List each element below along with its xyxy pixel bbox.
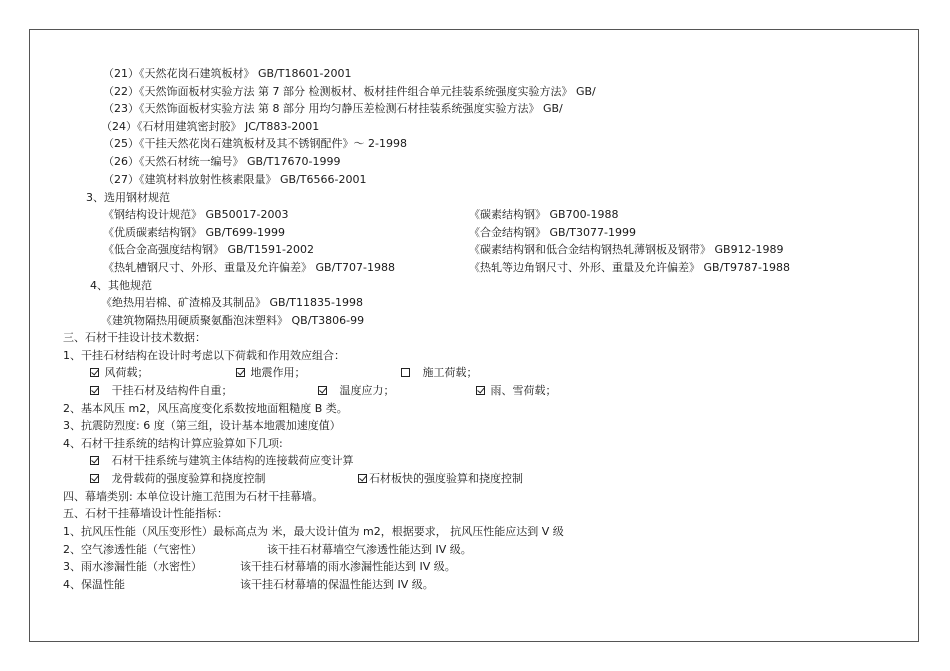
steel-standard-1-left: 《钢结构设计规范》 GB50017-2003 [103,208,289,221]
checkbox-checked-icon [358,474,367,483]
checkbox-checked-icon [476,386,485,395]
checkbox-checked-icon [236,368,245,377]
checkbox-empty-icon [401,368,410,377]
standard-item-23: （23）《天然饰面板材实验方法 第 8 部分 用均匀静压差检测石材挂装系统强度实验方法》 GB/ [103,102,563,115]
section-4-curtain-wall-category: 四、幕墙类别: 本单位设计施工范围为石材干挂幕墙。 [63,490,324,503]
performance-thermal-value: 该干挂石材幕墙的保温性能达到 IV 级。 [240,578,434,591]
section-other-standards-heading: 4、其他规范 [90,279,152,292]
steel-standard-2-left: 《优质碳素结构钢》 GB/T699-1999 [103,226,285,239]
checkbox-checked-icon [90,474,99,483]
checkbox-checked-icon [318,386,327,395]
load-combination-intro: 1、干挂石材结构在设计时考虑以下荷载和作用效应组合： [63,349,345,362]
standard-item-27: （27）《建筑材料放射性核素限量》 GB/T6566-2001 [103,173,367,186]
standard-item-21: （21）《天然花岗石建筑板材》 GB/T18601-2001 [103,67,352,80]
load-self-weight: 干挂石材及结构件自重； [90,384,233,398]
performance-air-label: 2、空气渗透性能（气密性） [63,543,202,556]
load-construction: 施工荷载； [401,366,478,380]
load-temperature: 温度应力； [318,384,395,398]
steel-standard-1-right: 《碳素结构钢》 GB700-1988 [469,208,619,221]
standard-item-26: （26）《天然石材统一编号》 GB/T17670-1999 [103,155,341,168]
section-3-heading: 三、石材干挂设计技术数据： [63,331,206,344]
section-5-heading: 五、石材干挂幕墙设计性能指标： [63,507,228,520]
performance-water-value: 该干挂石材幕墙的雨水渗漏性能达到 IV 级。 [240,560,456,573]
load-rain-snow: 雨、雪荷载； [476,384,557,398]
load-wind: 风荷载； [90,366,149,380]
steel-standard-3-left: 《低合金高强度结构钢》 GB/T1591-2002 [103,243,314,256]
standard-item-25: （25）《干挂天然花岗石建筑板材及其不锈钢配件》～ 2-1998 [103,137,407,150]
other-standard-2: 《建筑物隔热用硬质聚氨酯泡沫塑料》 QB/T3806-99 [101,314,365,327]
performance-thermal-label: 4、保温性能 [63,578,125,591]
standard-item-22: （22）《天然饰面板材实验方法 第 7 部分 检测板材、板材挂件组合单元挂装系统强度实验方法》 GB/ [103,85,596,98]
structural-checks-intro: 4、石材干挂系统的结构计算应验算如下几项: [63,437,283,450]
basic-wind-pressure: 2、基本风压 m2，风压高度变化系数按地面粗糙度 B 类。 [63,402,348,415]
steel-standard-4-left: 《热轧槽钢尺寸、外形、重量及允许偏差》 GB/T707-1988 [103,261,395,274]
performance-water-label: 3、雨水渗漏性能（水密性） [63,560,202,573]
checkbox-checked-icon [90,386,99,395]
steel-standard-4-right: 《热轧等边角钢尺寸、外形、重量及允许偏差》 GB/T9787-1988 [469,261,790,274]
steel-standard-2-right: 《合金结构钢》 GB/T3077-1999 [469,226,636,239]
checkbox-checked-icon [90,368,99,377]
check-connection-load: 石材干挂系统与建筑主体结构的连接载荷应变计算 [90,454,354,468]
performance-air-value: 该干挂石材幕墙空气渗透性能达到 IV 级。 [267,543,472,556]
other-standard-1: 《绝热用岩棉、矿渣棉及其制品》 GB/T11835-1998 [101,296,363,309]
standard-item-24: （24）《石材用建筑密封胶》 JC/T883-2001 [101,120,320,133]
load-seismic: 地震作用； [236,366,306,380]
performance-wind-pressure: 1、抗风压性能（风压变形性）最标高点为 米，最大设计值为 m2，根据要求， 抗风压性能应达到 V 级 [63,525,564,538]
seismic-intensity: 3、抗震防烈度: 6 度（第三组，设计基本地震加速度值） [63,419,341,432]
steel-standard-3-right: 《碳素结构钢和低合金结构钢热轧薄钢板及钢带》 GB912-1989 [469,243,784,256]
section-steel-standards-heading: 3、选用钢材规范 [86,191,170,204]
check-panel-strength: 石材板快的强度验算和挠度控制 [358,472,523,486]
check-keel-strength: 龙骨载荷的强度验算和挠度控制 [90,472,266,486]
checkbox-checked-icon [90,456,99,465]
